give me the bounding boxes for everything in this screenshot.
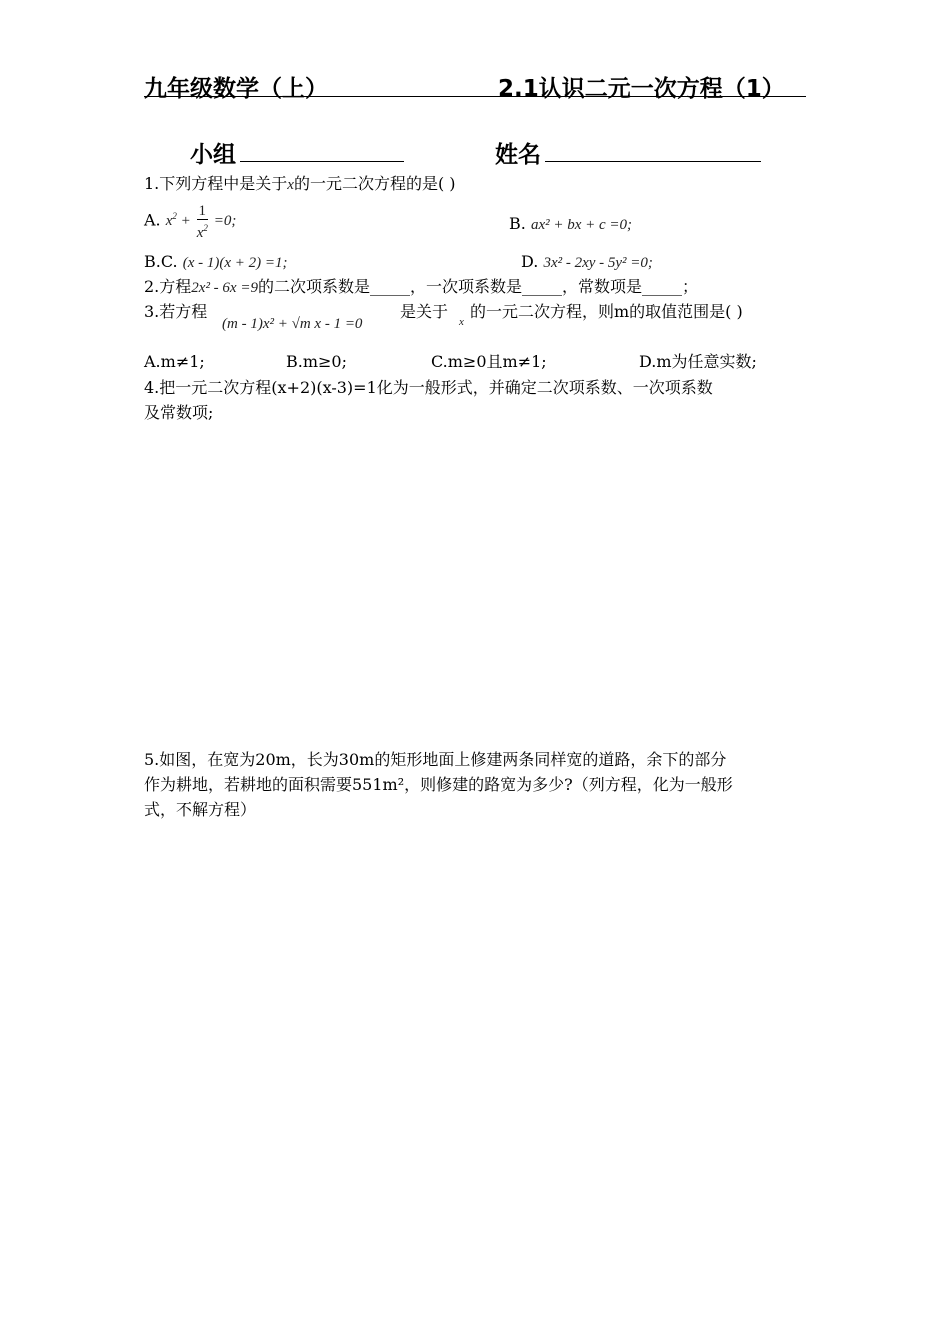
group-label: 小组 [190,142,236,168]
q1-b-label: B. [509,214,526,233]
q1-a-math: $x^2$ + $\frac{1}{x^2}$ =0; [165,203,237,241]
q1-option-d [521,250,653,275]
question-5-line-2: 作为耕地，若耕地的面积需要551m²，则修建的路宽为多少?（列方程，化为一般形 [144,775,733,794]
q1-prefix: 1.下列方程中是关于 [144,174,288,193]
question-5-line-1: 5.如图，在宽为20m，长为30m的矩形地面上修建两条同样宽的道路，余下的部分 [144,750,727,769]
header-left-title: 九年级数学（上） [144,76,328,102]
q1-a-fraction [197,203,209,241]
q3-middle: 是关于 [400,302,449,321]
question-4-line-2: 及常数项; [144,403,214,422]
q3-rest: 的一元二次方程，则m的取值范围是( ) [470,302,743,321]
q3-option-d: D.m为任意实数; [639,352,757,371]
question-3-prefix: 3.若方程 [144,302,208,321]
q1-var: x [287,177,294,193]
q1-option-c [144,250,287,275]
q3-option-c: C.m≥0且m≠1; [431,352,547,371]
question-2 [144,275,698,300]
q1-d-math: 3x² - 2xy - 5y² =0; [543,255,653,271]
q1-suffix: 的一元二次方程的是( ) [293,174,456,193]
q1-c-math: (x - 1)(x + 2) =1; [182,255,288,271]
header-right-title: 2.1认识二元一次方程（1） [498,76,785,102]
q2-math: 2x² - 6x =9 [191,280,258,296]
q3-option-b: B.m≥0; [286,352,347,371]
q1-d-label: D. [521,252,539,271]
question-4-line-1: 4.把一元二次方程(x+2)(x-3)=1化为一般形式，并确定二次项系数、一次项系数 [144,378,713,397]
q2-rest: 的二次项系数是_____，一次项系数是_____，常数项是_____； [257,277,698,296]
q1-a-label: A. [144,210,161,230]
q3-math: (m - 1)x² + √m x - 1 =0 [222,316,363,332]
q2-prefix: 2.方程 [144,277,192,296]
q1-option-a [144,203,236,241]
question-1-stem [144,172,456,197]
q1-a-denominator: $x^2$ [196,223,208,241]
q1-c-label: B.C. [144,252,178,271]
q3-option-a: A.m≠1; [144,352,205,371]
name-blank [545,161,761,162]
q1-b-math: ax² + bx + c =0; [530,217,633,233]
header-rule [144,96,806,97]
group-blank [240,161,404,162]
q1-a-numerator: 1 [198,203,207,219]
q1-option-b [509,212,632,237]
q3-var: x [459,316,464,328]
question-5-line-3: 式，不解方程） [144,800,257,819]
name-label: 姓名 [495,142,541,168]
